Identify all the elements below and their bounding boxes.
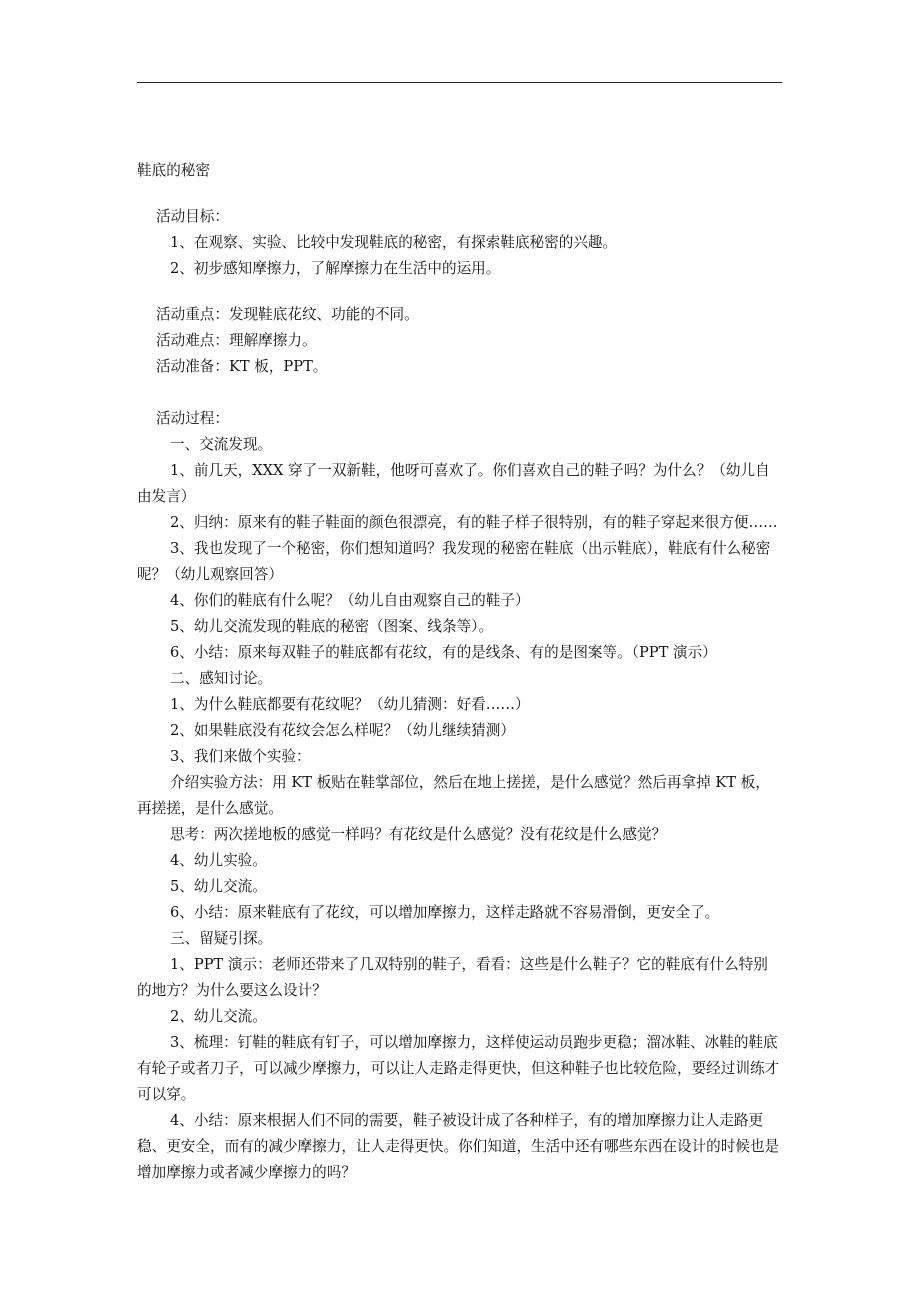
process-item: 4、你们的鞋底有什么呢？（幼儿自由观察自己的鞋子） [170, 592, 530, 609]
process-item: 6、小结：原来鞋底有了花纹，可以增加摩擦力，这样走路就不容易滑倒，更安全了。 [170, 904, 720, 921]
process-item: 2、归纳：原来有的鞋子鞋面的颜色很漂亮，有的鞋子样子很特别，有的鞋子穿起来很方便…… [170, 514, 778, 531]
process-label: 活动过程： [156, 410, 229, 427]
process-item: 1、为什么鞋底都要有花纹呢？（幼儿猜测：好看……） [170, 696, 530, 713]
process-item: 4、小结：原来根据人们不同的需要，鞋子被设计成了各种样子，有的增加摩擦力让人走路更稳、更安全，而有的减少摩擦力，让人走得更快。你们知道，生活中还有哪些东西在设计的时候也是增加摩擦力或者减少摩擦力的吗？ [137, 1112, 780, 1181]
process-item: 思考：两次搓地板的感觉一样吗？有花纹是什么感觉？没有花纹是什么感觉？ [170, 826, 667, 843]
process-item: 2、如果鞋底没有花纹会怎么样呢？（幼儿继续猜测） [170, 722, 515, 739]
document-body [137, 158, 782, 1186]
process-item: 5、幼儿交流发现的鞋底的秘密（图案、线条等）。 [170, 618, 494, 635]
process-item: 3、我也发现了一个秘密，你们想知道吗？我发现的秘密在鞋底（出示鞋底），鞋底有什么秘密呢？（幼儿观察回答） [137, 540, 771, 583]
preparation: 活动准备：KT 板，PPT。 [156, 358, 328, 375]
process-item: 5、幼儿交流。 [170, 878, 267, 895]
section-heading: 三、留疑引探。 [170, 930, 273, 947]
header-rule [137, 82, 782, 83]
goal-item: 2、初步感知摩擦力，了解摩擦力在生活中的运用。 [170, 260, 501, 277]
process-item: 1、PPT 演示：老师还带来了几双特别的鞋子，看看：这些是什么鞋子？它的鞋底有什么特别的地方？为什么要这么设计？ [137, 956, 768, 999]
process-item: 3、梳理：钉鞋的鞋底有钉子，可以增加摩擦力，这样使运动员跑步更稳；溜冰鞋、冰鞋的鞋底有轮子或者刀子，可以减少摩擦力，可以让人走路走得更快，但这种鞋子也比较危险，要经过训练才可以穿。 [137, 1034, 780, 1103]
process-item: 介绍实验方法：用 KT 板贴在鞋掌部位，然后在地上搓搓，是什么感觉？然后再拿掉 KT 板，再搓搓，是什么感觉。 [137, 774, 770, 817]
process-item: 4、幼儿实验。 [170, 852, 267, 869]
difficulty: 活动难点：理解摩擦力。 [156, 332, 317, 349]
process-item: 2、幼儿交流。 [170, 1008, 267, 1025]
goals-label: 活动目标： [156, 208, 229, 225]
document-title: 鞋底的秘密 [137, 162, 210, 179]
process-item: 3、我们来做个实验： [170, 748, 311, 765]
goal-item: 1、在观察、实验、比较中发现鞋底的秘密，有探索鞋底秘密的兴趣。 [170, 234, 618, 251]
section-heading: 一、交流发现。 [170, 436, 273, 453]
process-item: 6、小结：原来每双鞋子的鞋底都有花纹，有的是线条、有的是图案等。（PPT 演示） [170, 644, 717, 661]
section-heading: 二、感知讨论。 [170, 670, 273, 687]
process-item: 1、前几天，XXX 穿了一双新鞋，他呀可喜欢了。你们喜欢自己的鞋子吗？为什么？（幼儿自由发言） [137, 462, 770, 505]
key-point: 活动重点：发现鞋底花纹、功能的不同。 [156, 306, 419, 323]
